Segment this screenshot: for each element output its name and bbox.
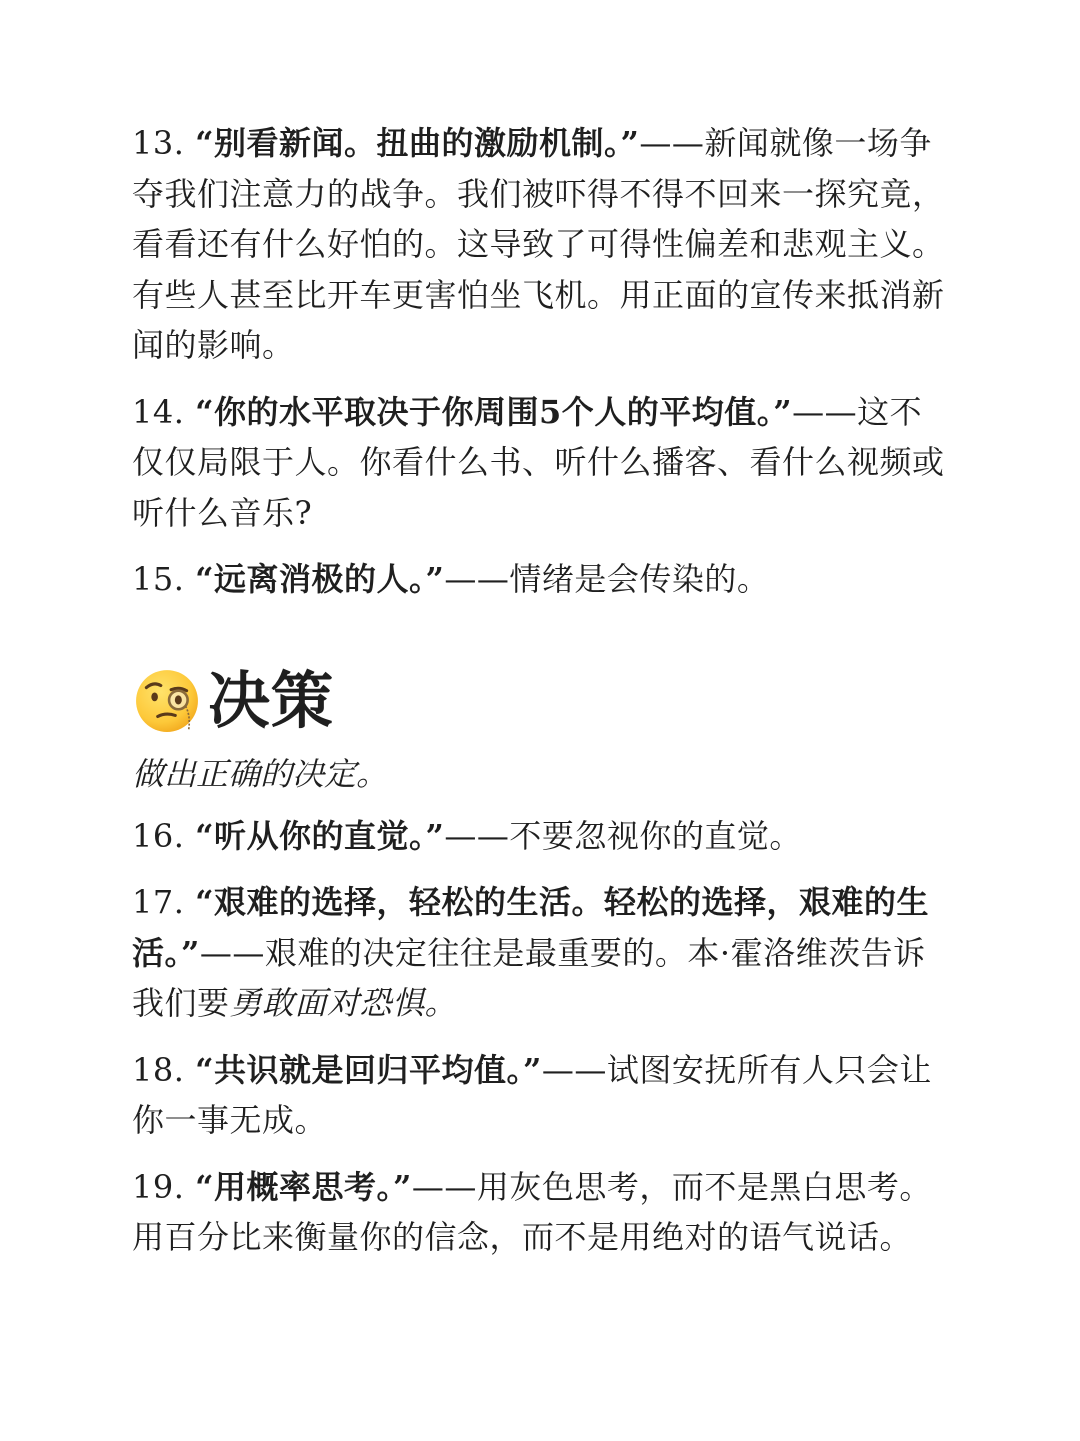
list-item-14: [132, 387, 952, 539]
item-number: 13.: [132, 124, 185, 162]
item-number: 17.: [132, 883, 185, 921]
item-text: ——艰难的决定往往是最重要的。本·霍洛维茨告诉我们要: [132, 933, 926, 1022]
document-page: [132, 118, 952, 1279]
item-quote: “用概率思考。”: [195, 1167, 412, 1206]
item-italic-text: 勇敢面对恐惧。: [229, 984, 458, 1022]
item-number: 14.: [132, 392, 185, 431]
item-number: 15.: [132, 560, 185, 598]
item-number: 19.: [132, 1167, 185, 1206]
item-quote: “共识就是回归平均值。”: [195, 1050, 542, 1089]
item-quote: “听从你的直觉。”: [195, 816, 445, 855]
item-text: ——这不仅仅局限于人。你看什么书、听什么播客、看什么视频或听什么音乐?: [132, 392, 945, 532]
item-text: ——不要忽视你的直觉。: [444, 816, 802, 855]
monocle-face-icon: [134, 668, 200, 734]
item-number: 18.: [132, 1050, 185, 1089]
list-item-15: [132, 554, 952, 605]
item-quote: “你的水平取决于你周围5个人的平均值。”: [195, 392, 793, 431]
list-item-13: [132, 118, 952, 371]
item-text: ——新闻就像一场争夺我们注意力的战争。我们被吓得不得不回来一探究竟，看看还有什么好怕的。这导致了可得性偏差和悲观主义。有些人甚至比开车更害怕坐飞机。用正面的宣传来抵消新闻的影响。: [132, 124, 945, 364]
section-title: 决策: [208, 663, 335, 737]
list-item-19: [132, 1162, 952, 1263]
list-item-18: [132, 1045, 952, 1146]
item-quote: “远离消极的人。”: [195, 560, 445, 598]
section-subtitle: 做出正确的决定。: [132, 754, 389, 793]
item-quote: “艰难的选择，轻松的生活。轻松的选择，艰难的生活。”: [132, 883, 929, 972]
list-item-16: [132, 811, 952, 862]
item-text: ——用灰色思考，而不是黑白思考。用百分比来衡量你的信念，而不是用绝对的语气说话。: [132, 1167, 932, 1256]
item-text: ——试图安抚所有人只会让你一事无成。: [132, 1050, 932, 1139]
item-quote: “别看新闻。扭曲的激励机制。”: [195, 124, 640, 162]
item-text: ——情绪是会传染的。: [444, 560, 770, 598]
list-item-17: [132, 877, 952, 1029]
item-number: 16.: [132, 816, 185, 855]
section-header: [132, 661, 952, 741]
